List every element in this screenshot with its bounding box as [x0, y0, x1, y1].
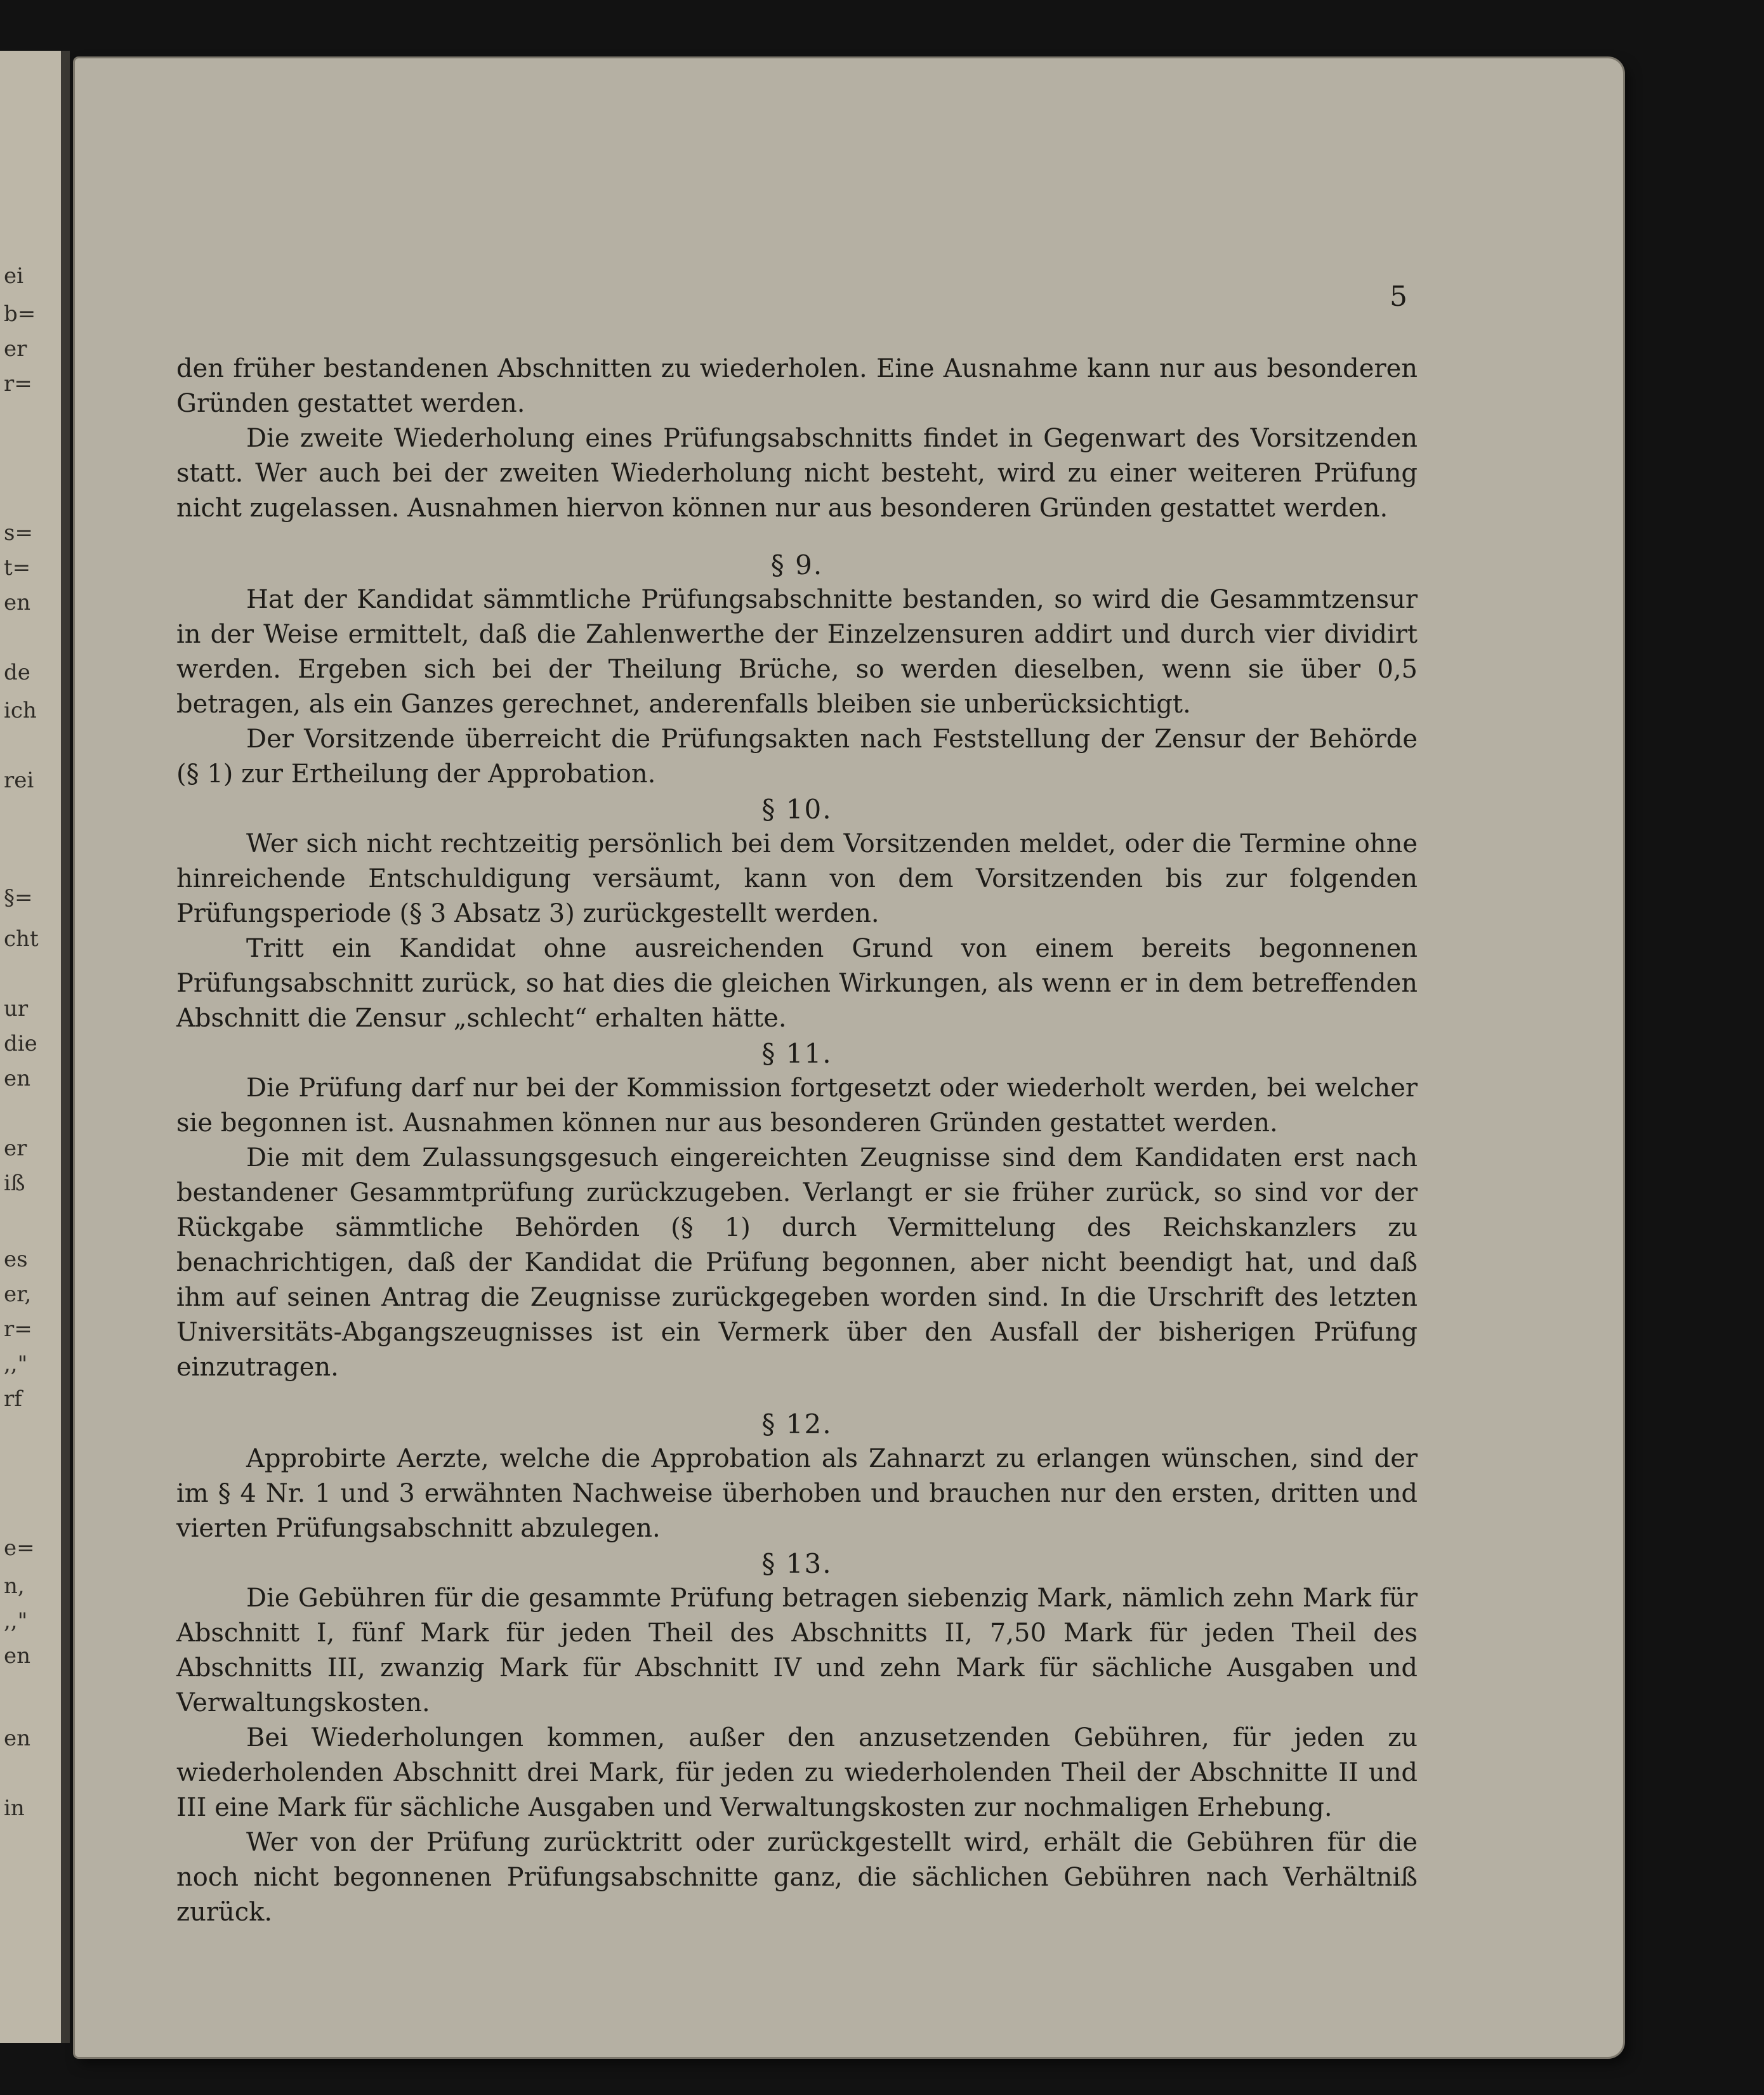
paragraph: Die Gebühren für die gesammte Prüfung betragen siebenzig Mark, nämlich zehn Mark für Abschnitt I, fünf Mark für jeden Theil des Abschnitts II, 7,50 Mark für jeden Theil des Abschnitts III, zwanzig Mark für Abschnitt IV und zehn Mark für sächliche Ausgaben und Verwaltungskosten. [176, 1584, 1418, 1717]
paragraph: Der Vorsitzende überreicht die Prüfungsakten nach Feststellung der Zensur der Behörde (§ 1) zur Ertheilung der Approbation. [176, 725, 1418, 789]
margin-fragment: er, [4, 1282, 32, 1307]
section-heading: § 13. [761, 1548, 833, 1579]
margin-fragment: t= [4, 555, 31, 581]
paragraph: Wer sich nicht rechtzeitig persönlich bei dem Vorsitzenden meldet, oder die Termine ohne hinreichende Entschuldigung versäumt, kann von dem Vorsitzenden bis zur folgenden Prüfungsperiode (§ 3 Absatz 3) zurückgestellt werden. [176, 829, 1418, 928]
margin-fragment: s= [4, 520, 33, 546]
margin-fragment: en [4, 1643, 31, 1669]
margin-fragment: n, [4, 1573, 25, 1599]
paragraph: Approbirte Aerzte, welche die Approbation als Zahnarzt zu erlangen wünschen, sind der im § 4 Nr. 1 und 3 erwähnten Nachweise überhoben und brauchen nur den ersten, dritten und vierten Prüfungsabschnitt abzulegen. [176, 1444, 1418, 1543]
margin-fragment: ,," [4, 1608, 28, 1634]
section-heading: § 12. [761, 1409, 833, 1440]
paragraph: Tritt ein Kandidat ohne ausreichenden Grund von einem bereits begonnenen Prüfungsabschnitt zurück, so hat dies die gleichen Wirkungen, als wenn er in dem betreffenden Abschnitt die Zensur „schlecht“ erhalten hätte. [176, 934, 1418, 1033]
page-body [176, 351, 1418, 1930]
previous-page-margin-text [0, 0, 63, 2095]
margin-fragment: en [4, 1066, 31, 1091]
paragraph: Die Prüfung darf nur bei der Kommission fortgesetzt oder wiederholt werden, bei welcher sie begonnen ist. Ausnahmen können nur aus besonderen Gründen gestattet werden. [176, 1074, 1418, 1138]
margin-fragment: b= [4, 301, 36, 327]
margin-fragment: de [4, 660, 30, 685]
margin-fragment: ich [4, 698, 37, 723]
margin-fragment: es [4, 1247, 28, 1272]
margin-fragment: rf [4, 1386, 22, 1412]
book-page [75, 58, 1623, 2057]
margin-fragment: in [4, 1796, 25, 1821]
margin-fragment: en [4, 590, 31, 615]
margin-fragment: er [4, 1136, 27, 1161]
margin-fragment: en [4, 1726, 31, 1751]
paragraph: Hat der Kandidat sämmtliche Prüfungsabschnitte bestanden, so wird die Gesammtzensur in der Weise ermittelt, daß die Zahlenwerthe der Einzelzensuren addirt und durch vier dividirt werden. Ergeben sich bei der Theilung Brüche, so werden dieselben, wenn sie über 0,5 betragen, als ein Ganzes gerechnet, anderenfalls bleiben sie unberücksichtigt. [176, 585, 1418, 719]
paragraph: Bei Wiederholungen kommen, außer den anzusetzenden Gebühren, für jeden zu wiederholenden Abschnitt drei Mark, für jeden zu wiederholenden Theil der Abschnitte II und III eine Mark für sächliche Ausgaben und Verwaltungskosten zur nochmaligen Erhebung. [176, 1723, 1418, 1822]
paragraph: Die zweite Wiederholung eines Prüfungsabschnitts findet in Gegenwart des Vorsitzenden statt. Wer auch bei der zweiten Wiederholung nicht besteht, wird zu einer weiteren Prüfung nicht zugelassen. Ausnahmen hiervon können nur aus besonderen Gründen gestattet werden. [176, 424, 1418, 523]
margin-fragment: er [4, 336, 27, 362]
margin-fragment: iß [4, 1171, 25, 1196]
page-number: 5 [1390, 280, 1407, 313]
margin-fragment: ,," [4, 1351, 28, 1377]
section-heading: § 10. [761, 794, 833, 825]
section-heading: § 9. [770, 549, 824, 581]
margin-fragment: die [4, 1031, 37, 1056]
margin-fragment: r= [4, 371, 32, 397]
margin-fragment: cht [4, 926, 39, 952]
margin-fragment: r= [4, 1317, 32, 1342]
margin-fragment: ei [4, 263, 23, 289]
section-heading: § 11. [761, 1038, 833, 1069]
paragraph: Wer von der Prüfung zurücktritt oder zurückgestellt wird, erhält die Gebühren für die noch nicht begonnenen Prüfungsabschnitte ganz, die sächlichen Gebühren nach Verhältniß zurück. [176, 1828, 1418, 1927]
margin-fragment: rei [4, 768, 34, 793]
margin-fragment: e= [4, 1535, 35, 1561]
margin-fragment: ur [4, 996, 29, 1021]
margin-fragment: §= [4, 885, 33, 910]
paragraph: Die mit dem Zulassungsgesuch eingereichten Zeugnisse sind dem Kandidaten erst nach bestandener Gesammtprüfung zurückzugeben. Verlangt er sie früher zurück, so sind vor der Rückgabe sämmtliche Behörden (§ 1) durch Vermittelung des Reichskanzlers zu benachrichtigen, daß der Kandidat die Prüfung begonnen, aber nicht beendigt hat, und daß ihm auf seinen Antrag die Zeugnisse zurückgegeben worden sind. In die Urschrift des letzten Universitäts-Abgangszeugnisses ist ein Vermerk über den Ausfall der bisherigen Prüfung einzutragen. [176, 1143, 1418, 1382]
paragraph: den früher bestandenen Abschnitten zu wiederholen. Eine Ausnahme kann nur aus besonderen Gründen gestattet werden. [176, 354, 1418, 418]
